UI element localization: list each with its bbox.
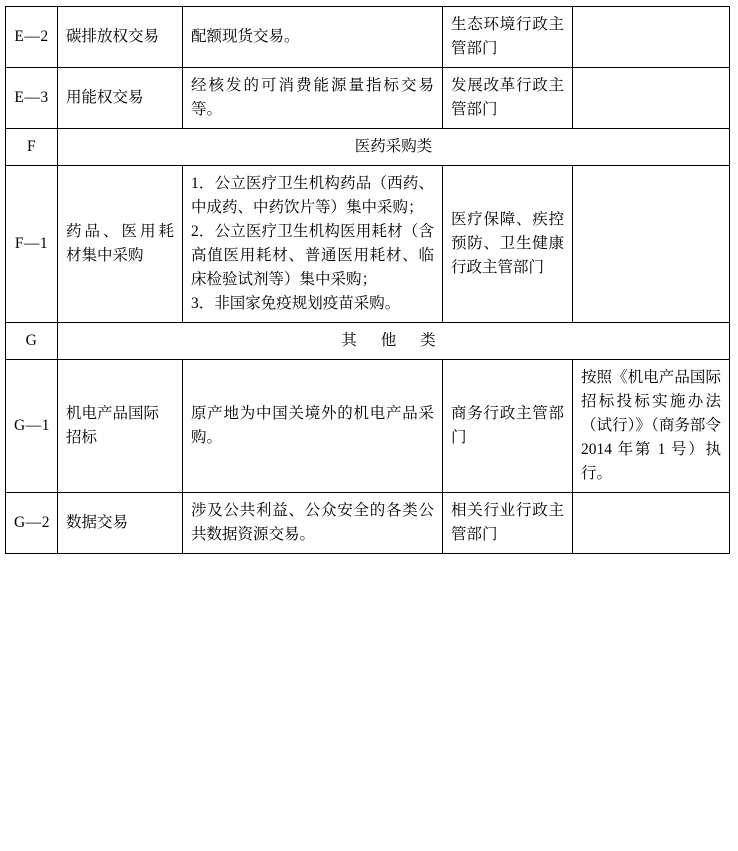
section-title: 其 他 类 bbox=[58, 323, 730, 360]
section-code: G bbox=[6, 323, 58, 360]
row-note bbox=[573, 166, 730, 323]
row-department: 医疗保障、疾控预防、卫生健康行政主管部门 bbox=[443, 166, 573, 323]
section-code: F bbox=[6, 129, 58, 166]
description-line: 3．非国家免疫规划疫苗采购。 bbox=[191, 295, 401, 313]
row-name: 机电产品国际招标 bbox=[58, 360, 183, 493]
row-department: 生态环境行政主管部门 bbox=[443, 7, 573, 68]
table-row bbox=[6, 493, 730, 554]
row-department: 相关行业行政主管部门 bbox=[443, 493, 573, 554]
table-row bbox=[6, 360, 730, 493]
table-row bbox=[6, 7, 730, 68]
row-department: 发展改革行政主管部门 bbox=[443, 68, 573, 129]
row-note bbox=[573, 493, 730, 554]
row-department: 商务行政主管部门 bbox=[443, 360, 573, 493]
row-code: F—1 bbox=[6, 166, 58, 323]
row-note bbox=[573, 68, 730, 129]
row-description: 经核发的可消费能源量指标交易等。 bbox=[183, 68, 443, 129]
table-row bbox=[6, 166, 730, 323]
row-name: 药品、医用耗材集中采购 bbox=[58, 166, 183, 323]
description-line: 1．公立医疗卫生机构药品（西药、中成药、中药饮片等）集中采购； bbox=[191, 175, 434, 217]
document-page bbox=[0, 6, 738, 851]
table-section-row bbox=[6, 323, 730, 360]
row-code: G—2 bbox=[6, 493, 58, 554]
row-name: 用能权交易 bbox=[58, 68, 183, 129]
row-note bbox=[573, 7, 730, 68]
description-line: 2．公立医疗卫生机构医用耗材（含高值医用耗材、普通医用耗材、临床检验试剂等）集中采购； bbox=[191, 223, 434, 289]
row-description: 原产地为中国关境外的机电产品采购。 bbox=[183, 360, 443, 493]
row-description: 涉及公共利益、公众安全的各类公共数据资源交易。 bbox=[183, 493, 443, 554]
row-description bbox=[183, 166, 443, 323]
row-code: E—3 bbox=[6, 68, 58, 129]
row-description: 配额现货交易。 bbox=[183, 7, 443, 68]
row-code: E—2 bbox=[6, 7, 58, 68]
row-name: 数据交易 bbox=[58, 493, 183, 554]
row-note: 按照《机电产品国际招标投标实施办法（试行）》（商务部令 2014 年第 1 号）执行。 bbox=[573, 360, 730, 493]
catalog-table bbox=[5, 6, 730, 554]
row-code: G—1 bbox=[6, 360, 58, 493]
table-row bbox=[6, 68, 730, 129]
row-name: 碳排放权交易 bbox=[58, 7, 183, 68]
table-section-row bbox=[6, 129, 730, 166]
section-title: 医药采购类 bbox=[58, 129, 730, 166]
